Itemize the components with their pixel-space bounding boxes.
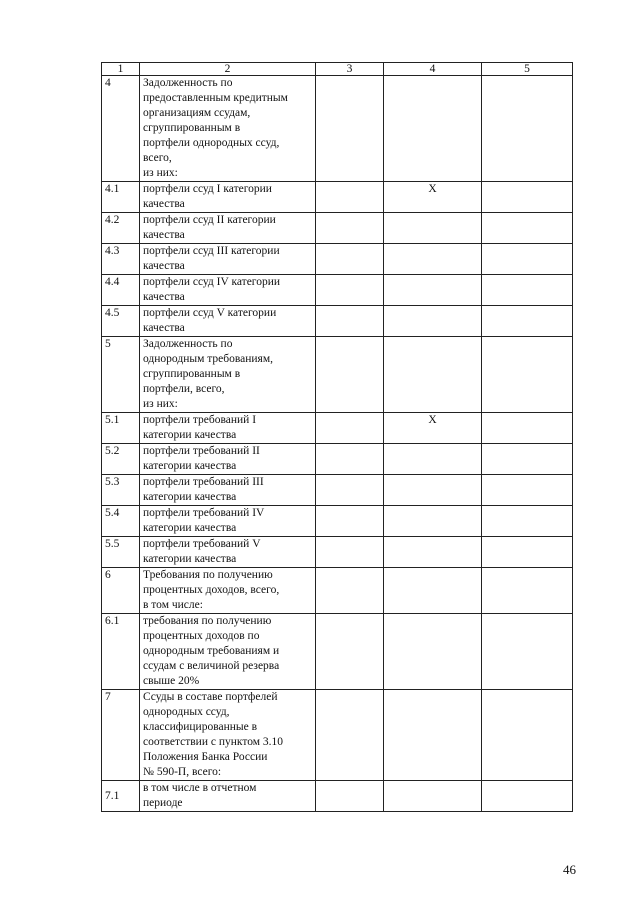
- row-col5-value: [482, 506, 573, 537]
- row-col3-value: [316, 76, 384, 182]
- table-row: [102, 76, 573, 182]
- row-number: 4.3: [102, 244, 140, 275]
- row-col3-value: [316, 244, 384, 275]
- row-number: 4: [102, 76, 140, 182]
- row-col5-value: [482, 213, 573, 244]
- row-description: портфели требований IV категории качества: [140, 506, 316, 537]
- row-col4-value: [384, 213, 482, 244]
- row-description: требования по получению процентных доходов по однородным требованиям и ссудам с величиной резерва свыше 20%: [140, 614, 316, 690]
- row-col3-value: [316, 614, 384, 690]
- table-row: [102, 475, 573, 506]
- row-number: 5.3: [102, 475, 140, 506]
- row-col5-value: [482, 444, 573, 475]
- row-col4-value: X: [384, 413, 482, 444]
- row-description: портфели ссуд I категории качества: [140, 182, 316, 213]
- table-row: [102, 614, 573, 690]
- row-number: 7: [102, 690, 140, 781]
- col-header-1: 1: [102, 63, 140, 76]
- row-col4-value: [384, 337, 482, 413]
- row-col5-value: [482, 275, 573, 306]
- table-row: [102, 306, 573, 337]
- row-description: в том числе в отчетном периоде: [140, 781, 316, 812]
- row-description: портфели требований III категории качества: [140, 475, 316, 506]
- table-row: [102, 568, 573, 614]
- table-row: [102, 781, 573, 812]
- row-col4-value: [384, 306, 482, 337]
- row-description: Задолженность по однородным требованиям, сгруппированным в портфели, всего, из них:: [140, 337, 316, 413]
- row-col4-value: [384, 275, 482, 306]
- row-col5-value: [482, 781, 573, 812]
- row-col4-value: [384, 614, 482, 690]
- row-col3-value: [316, 182, 384, 213]
- row-col3-value: [316, 537, 384, 568]
- row-number: 4.4: [102, 275, 140, 306]
- table-row: [102, 537, 573, 568]
- row-col3-value: [316, 475, 384, 506]
- row-number: 4.1: [102, 182, 140, 213]
- row-col3-value: [316, 213, 384, 244]
- row-col4-value: [384, 444, 482, 475]
- row-description: портфели ссуд II категории качества: [140, 213, 316, 244]
- row-col3-value: [316, 568, 384, 614]
- row-description: портфели требований V категории качества: [140, 537, 316, 568]
- row-number: 6.1: [102, 614, 140, 690]
- table-row: [102, 213, 573, 244]
- row-description: портфели требований II категории качества: [140, 444, 316, 475]
- row-number: 6: [102, 568, 140, 614]
- row-col5-value: [482, 306, 573, 337]
- row-number: 5.2: [102, 444, 140, 475]
- page-number: 46: [563, 862, 576, 877]
- table-row: [102, 337, 573, 413]
- row-col3-value: [316, 444, 384, 475]
- row-col5-value: [482, 76, 573, 182]
- row-col3-value: [316, 337, 384, 413]
- table-row: [102, 244, 573, 275]
- row-col4-value: [384, 244, 482, 275]
- row-col3-value: [316, 275, 384, 306]
- row-col4-value: [384, 537, 482, 568]
- col-header-3: 3: [316, 63, 384, 76]
- row-description: Задолженность по предоставленным кредитным организациям ссудам, сгруппированным в портфели однородных ссуд, всего, из них:: [140, 76, 316, 182]
- row-description: портфели ссуд IV категории качества: [140, 275, 316, 306]
- row-col4-value: [384, 690, 482, 781]
- row-col5-value: [482, 182, 573, 213]
- row-number: 5.1: [102, 413, 140, 444]
- table-row: [102, 413, 573, 444]
- row-description: Ссуды в составе портфелей однородных ссуд, классифицированные в соответствии с пунктом 3.10 Положения Банка России № 590-П, всего:: [140, 690, 316, 781]
- table-header-row: [102, 63, 573, 76]
- row-number: 7.1: [102, 781, 140, 812]
- row-col3-value: [316, 306, 384, 337]
- row-col5-value: [482, 614, 573, 690]
- row-col5-value: [482, 337, 573, 413]
- col-header-5: 5: [482, 63, 573, 76]
- row-number: 5.5: [102, 537, 140, 568]
- report-table: [101, 62, 573, 812]
- row-col4-value: [384, 475, 482, 506]
- row-col4-value: X: [384, 182, 482, 213]
- row-col5-value: [482, 568, 573, 614]
- row-col4-value: [384, 506, 482, 537]
- row-description: Требования по получению процентных доходов, всего, в том числе:: [140, 568, 316, 614]
- row-col3-value: [316, 690, 384, 781]
- row-number: 5: [102, 337, 140, 413]
- row-col3-value: [316, 506, 384, 537]
- row-number: 5.4: [102, 506, 140, 537]
- row-col5-value: [482, 690, 573, 781]
- row-col5-value: [482, 413, 573, 444]
- row-col5-value: [482, 244, 573, 275]
- row-col5-value: [482, 537, 573, 568]
- row-col3-value: [316, 413, 384, 444]
- table-row: [102, 444, 573, 475]
- col-header-2: 2: [140, 63, 316, 76]
- row-col4-value: [384, 568, 482, 614]
- row-number: 4.5: [102, 306, 140, 337]
- table-row: [102, 506, 573, 537]
- row-description: портфели требований I категории качества: [140, 413, 316, 444]
- table-row: [102, 182, 573, 213]
- table-row: [102, 275, 573, 306]
- row-col5-value: [482, 475, 573, 506]
- row-col4-value: [384, 76, 482, 182]
- row-number: 4.2: [102, 213, 140, 244]
- row-col4-value: [384, 781, 482, 812]
- row-description: портфели ссуд III категории качества: [140, 244, 316, 275]
- row-description: портфели ссуд V категории качества: [140, 306, 316, 337]
- col-header-4: 4: [384, 63, 482, 76]
- table-row: [102, 690, 573, 781]
- row-col3-value: [316, 781, 384, 812]
